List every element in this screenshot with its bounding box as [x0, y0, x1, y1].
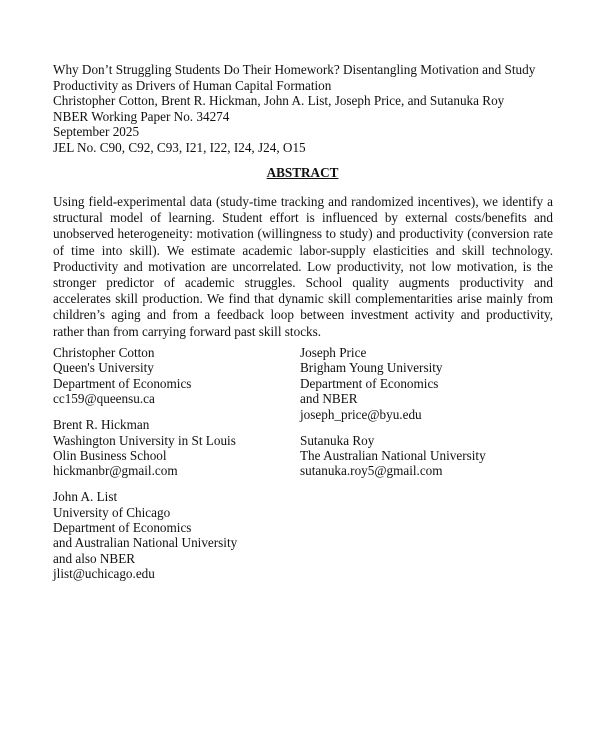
author-block-price [300, 345, 560, 422]
author-affiliations-right [300, 345, 560, 489]
paper-title-line-1: Why Don’t Struggling Students Do Their Homework? Disentangling Motivation and Study [53, 62, 536, 77]
author-name: Brent R. Hickman [53, 417, 150, 433]
author-affiliation-2: and Australian National University [53, 535, 238, 551]
author-department: Department of Economics [53, 520, 192, 536]
author-department: Olin Business School [53, 447, 167, 463]
working-paper-number: NBER Working Paper No. 34274 [53, 108, 230, 124]
author-affiliation: Brigham Young University [300, 360, 443, 376]
author-department: Department of Economics [300, 375, 439, 391]
author-name: Joseph Price [300, 345, 367, 360]
author-affiliation: University of Chicago [53, 504, 171, 520]
author-affiliation: Washington University in St Louis [53, 432, 236, 448]
author-block-roy [300, 433, 560, 479]
author-list: Christopher Cotton, Brent R. Hickman, John A. List, Joseph Price, and Sutanuka Roy [53, 93, 505, 109]
paper-header [53, 62, 573, 156]
jel-codes: JEL No. C90, C92, C93, I21, I22, I24, J24, O15 [53, 139, 306, 155]
author-email: jlist@uchicago.edu [53, 566, 155, 582]
author-block-list [53, 489, 293, 581]
paper-title-line-2: Productivity as Drivers of Human Capital Formation [53, 77, 332, 93]
publication-date: September 2025 [53, 124, 140, 140]
author-email: cc159@queensu.ca [53, 391, 155, 407]
author-email: sutanuka.roy5@gmail.com [300, 463, 443, 479]
author-affiliation: The Australian National University [300, 447, 486, 463]
author-name: John A. List [53, 489, 118, 505]
author-affiliation: Queen's University [53, 360, 154, 376]
abstract-heading: ABSTRACT [266, 165, 339, 180]
author-affiliation-2: and NBER [300, 391, 358, 407]
author-affiliations-left [53, 345, 293, 592]
author-email: joseph_price@byu.edu [300, 406, 422, 422]
author-name: Christopher Cotton [53, 345, 155, 360]
author-name: Sutanuka Roy [300, 432, 375, 448]
author-block-hickman [53, 417, 293, 479]
author-email: hickmanbr@gmail.com [53, 463, 178, 479]
author-department: Department of Economics [53, 375, 192, 391]
author-affiliation-3: and also NBER [53, 550, 136, 566]
author-block-cotton [53, 345, 293, 407]
abstract-text: Using field-experimental data (study-time tracking and randomized incentives), we identify a structural model of learning. Student effort is influenced by external costs/benefits and unobserved heterogeneity: motivation (willingness to study) and productivity (conversion rate of time into skill). We estimate academic labor-supply elasticities and skill technology. Productivity and motivation are uncorrelated. Low productivity, not low motivation, is the stronger predictor of academic struggles. School quality augments productivity and accelerates skill production. We find that dynamic skill complementarities arise mainly from children’s aging and from a feedback loop between investment activity and productivity, rather than from carrying forward past skill stocks. [53, 194, 553, 339]
